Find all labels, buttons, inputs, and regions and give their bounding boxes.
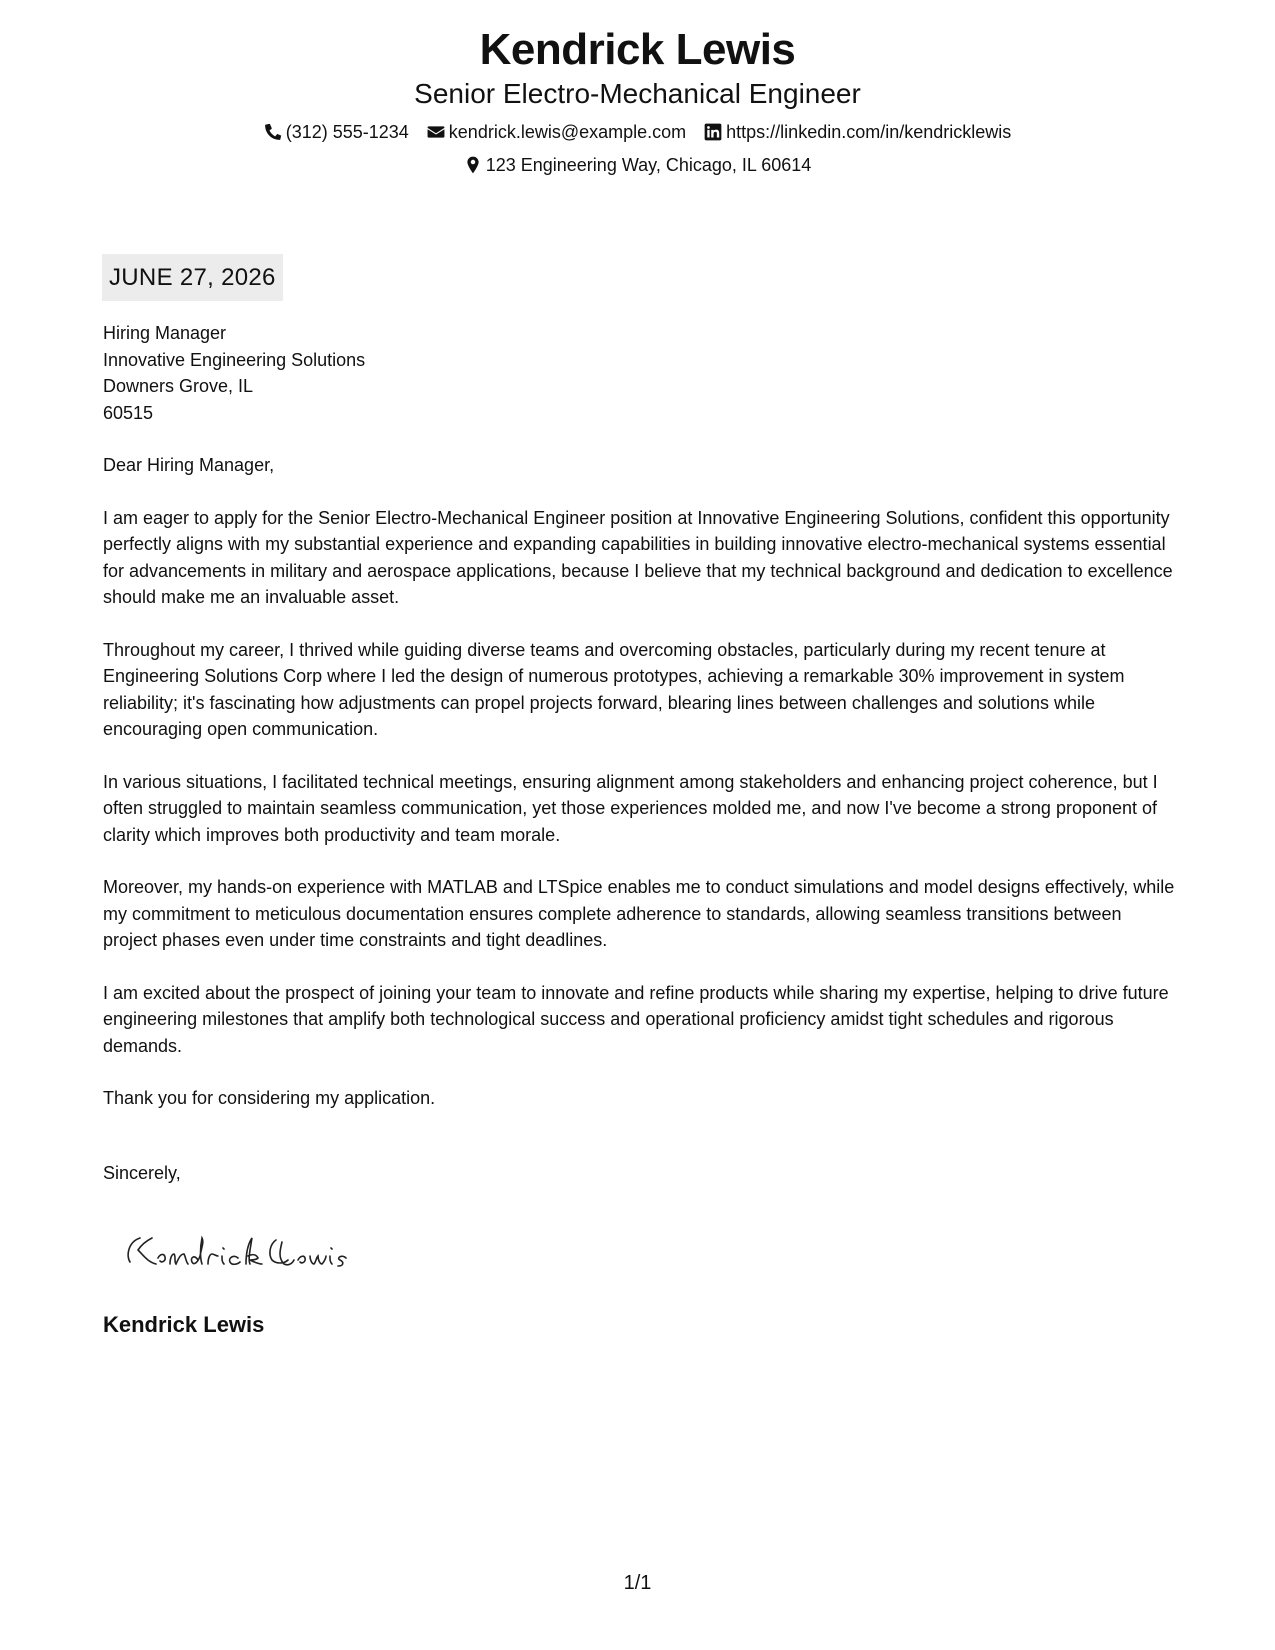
- closing: Sincerely,: [103, 1163, 181, 1183]
- contact-linkedin[interactable]: [704, 120, 1011, 144]
- email-link[interactable]: kendrick.lewis@example.com: [448, 122, 687, 142]
- phone-icon: [264, 123, 282, 141]
- contact-phone: [264, 120, 409, 144]
- signature-image: [112, 1220, 352, 1280]
- linkedin-icon: [704, 123, 722, 141]
- page-number: 1/1: [623, 1572, 652, 1594]
- map-pin-icon: [464, 156, 482, 174]
- letter-body: [103, 320, 1178, 1112]
- body-paragraph: I am excited about the prospect of joining your team to innovate and refine products while sharing my expertise, helping to drive future engineering milestones that amplify both technological success and operational proficiency amidst tight schedules and rigorous demands.: [103, 982, 1169, 1056]
- recipient-line: Hiring Manager: [103, 323, 227, 343]
- recipient-line: Innovative Engineering Solutions: [103, 349, 366, 370]
- signer-name: Kendrick Lewis: [103, 1312, 265, 1337]
- salutation: Dear Hiring Manager,: [103, 455, 275, 475]
- contact-row: [0, 120, 1275, 144]
- letter-date: JUNE 27, 2026: [102, 254, 283, 301]
- contact-email[interactable]: [427, 120, 686, 144]
- recipient-block: [103, 320, 1178, 426]
- contact-address: [464, 153, 812, 177]
- sender-name: Kendrick Lewis: [479, 25, 796, 74]
- letter-header: [0, 22, 1275, 177]
- sender-title: Senior Electro-Mechanical Engineer: [414, 78, 861, 109]
- body-paragraph: Throughout my career, I thrived while guiding diverse teams and overcoming obstacles, particularly during my recent tenure at Engineering Solutions Corp where I led the design of numerous prototypes, achieving a remarkable 30% improvement in system reliability; it's fascinating how adjustments can propel projects forward, blearing lines between challenges and solutions while encouraging open communication.: [103, 639, 1125, 739]
- body-paragraph: Thank you for considering my application.: [103, 1088, 436, 1108]
- envelope-icon: [427, 123, 445, 141]
- phone-text: (312) 555-1234: [285, 122, 409, 142]
- recipient-line: Downers Grove, IL: [103, 376, 254, 396]
- body-paragraph: In various situations, I facilitated technical meetings, ensuring alignment among stakeholders and enhancing project coherence, but I often struggled to maintain seamless communication, yet those experiences molded me, and now I've become a strong proponent of clarity which improves both productivity and team morale.: [103, 771, 1158, 845]
- recipient-line: 60515: [103, 402, 154, 423]
- body-paragraph: I am eager to apply for the Senior Electro-Mechanical Engineer position at Innovative Engineering Solutions, confident this opportunity perfectly aligns with my substantial experience and expanding capabilities in building innovative electro-mechanical systems essential for advancements in military and aerospace applications, because I believe that my technical background and dedication to excellence should make me an invaluable asset.: [103, 507, 1173, 607]
- body-paragraph: Moreover, my hands-on experience with MATLAB and LTSpice enables me to conduct simulations and model designs effectively, while my commitment to meticulous documentation ensures complete adherence to standards, allowing seamless transitions between project phases even under time constraints and tight deadlines.: [103, 877, 1175, 950]
- address-row: [0, 153, 1275, 177]
- linkedin-link[interactable]: https://linkedin.com/in/kendricklewis: [726, 122, 1012, 142]
- address-text: 123 Engineering Way, Chicago, IL 60614: [485, 155, 812, 175]
